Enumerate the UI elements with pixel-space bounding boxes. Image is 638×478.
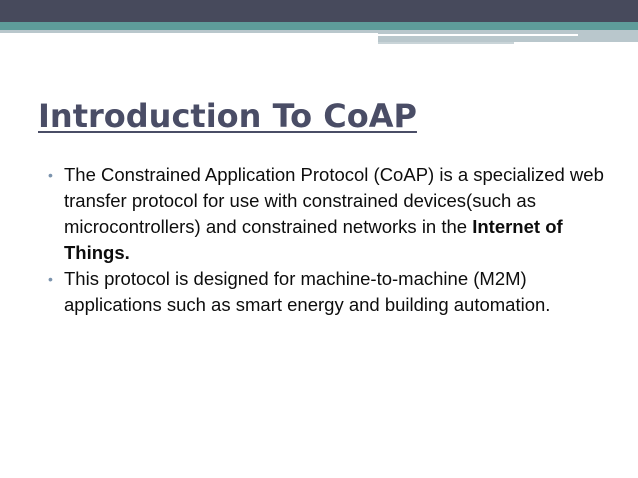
header-light-bar-right: [378, 30, 638, 42]
bullet-bold-text: Internet of Things.: [64, 216, 563, 263]
bullet-text: The Constrained Application Protocol (CoAP) is a specialized web transfer protocol for use with constrained devices(such as microcontrollers) and constrained networks in the: [64, 164, 604, 237]
bullet-item-2: [46, 266, 616, 318]
header-light-tail: [378, 42, 514, 44]
bullet-list: [46, 162, 616, 318]
header-teal-bar: [0, 22, 638, 30]
header-white-line: [378, 34, 578, 36]
bullet-marker-icon: •: [48, 167, 53, 183]
header-dark-bar: [0, 0, 638, 22]
bullet-text: This protocol is designed for machine-to-machine (M2M) applications such as smart energy and building automation.: [64, 268, 551, 315]
header-light-bar-left: [0, 30, 378, 33]
bullet-marker-icon: •: [48, 271, 53, 287]
bullet-item-1: [46, 162, 616, 266]
slide-title: Introduction To CoAP: [38, 97, 417, 135]
